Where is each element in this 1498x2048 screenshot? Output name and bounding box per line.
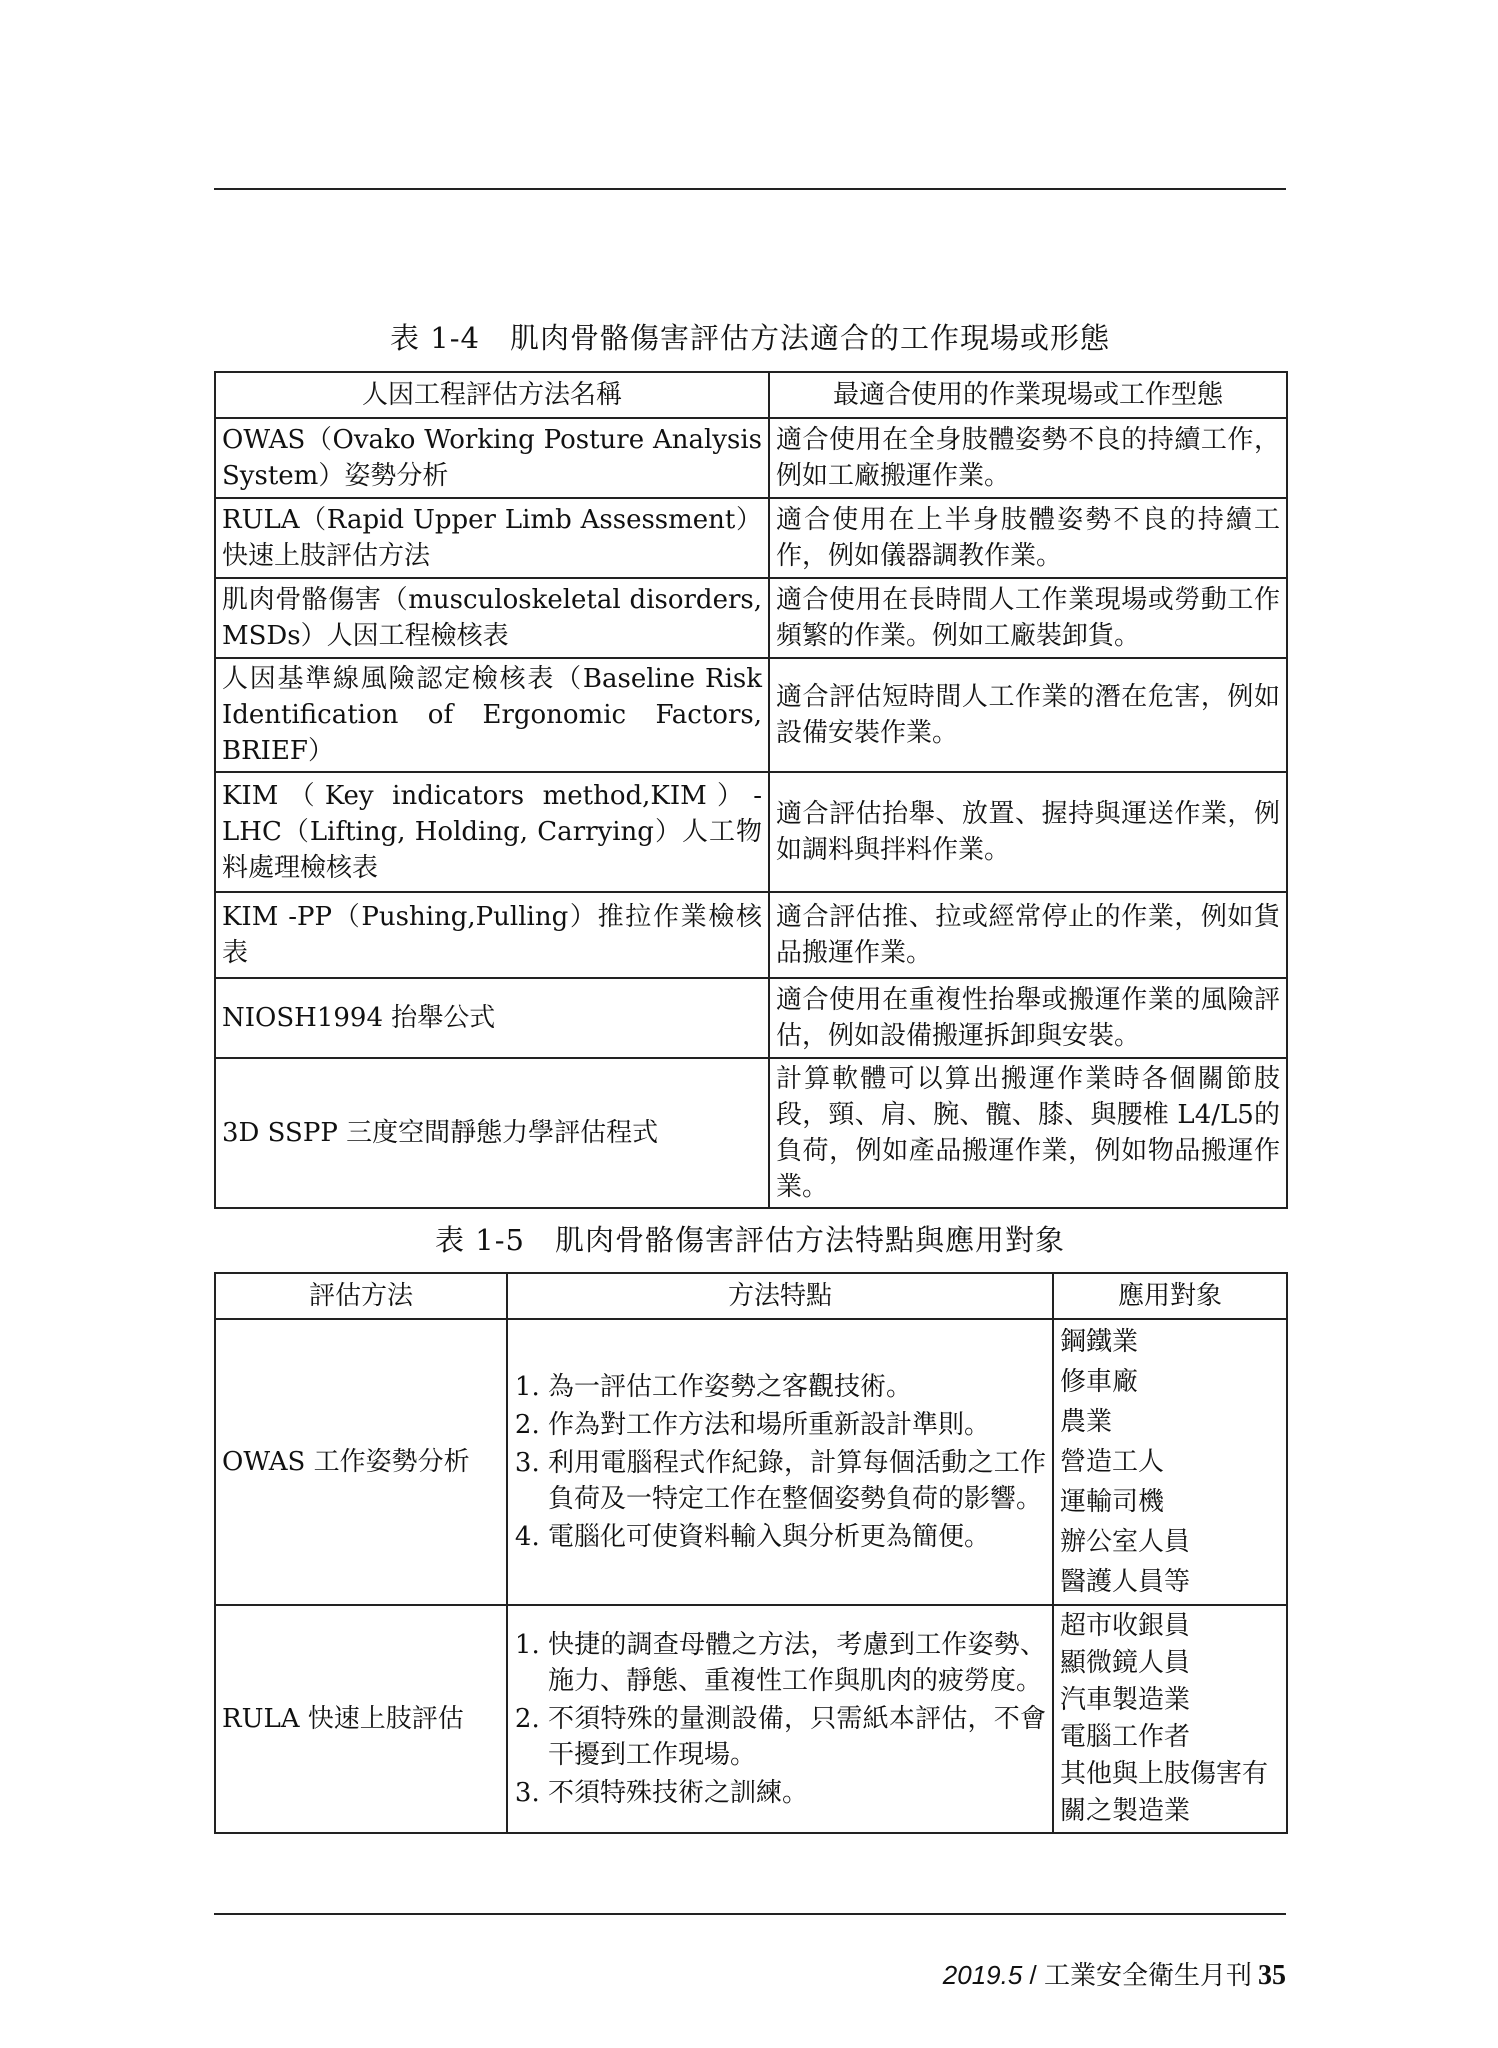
target-item: 汽車製造業: [1060, 1685, 1191, 1715]
method-name-cell: 人因基準線風險認定檢核表（Baseline Risk Identification of Ergonomic Factors, BRIEF）: [215, 658, 769, 772]
table-row: [215, 578, 1287, 658]
table2-header-row: [215, 1273, 1287, 1319]
target-item: 運輸司機: [1060, 1487, 1165, 1517]
method-name-cell: 肌肉骨骼傷害（musculoskeletal disorders, MSDs）人因工程檢核表: [215, 578, 769, 658]
target-item: 超市收銀員: [1060, 1611, 1191, 1641]
table2-caption: 表 1-5 肌肉骨骼傷害評估方法特點與應用對象: [435, 1223, 1065, 1257]
footer-rule: [214, 1913, 1286, 1915]
method-name-cell: KIM -PP（Pushing,Pulling）推拉作業檢核表: [215, 892, 769, 978]
table-row: [215, 892, 1287, 978]
method-name-cell: OWAS（Ovako Working Posture Analysis System）姿勢分析: [215, 418, 769, 498]
table-row: [215, 418, 1287, 498]
workplace-cell: 適合評估推、拉或經常停止的作業，例如貨品搬運作業。: [769, 892, 1287, 978]
table1-header-cell: 最適合使用的作業現場或工作型態: [769, 372, 1287, 418]
table-row: [215, 498, 1287, 578]
targets-cell: [1053, 1319, 1287, 1605]
journal-name: 工業安全衛生月刊: [1043, 1960, 1252, 1990]
method-name-cell: KIM（Key indicators method,KIM）- LHC（Lifting, Holding, Carrying）人工物料處理檢核表: [215, 772, 769, 892]
workplace-cell: 適合使用在上半身肢體姿勢不良的持續工作，例如儀器調教作業。: [769, 498, 1287, 578]
page-number: 35: [1258, 1960, 1286, 1991]
table-row: [215, 658, 1287, 772]
table2-header-cell: 評估方法: [215, 1273, 507, 1319]
features-cell: [507, 1605, 1053, 1833]
table2-header-cell: 應用對象: [1053, 1273, 1287, 1319]
table1-header-cell: 人因工程評估方法名稱: [215, 372, 769, 418]
target-item: 電腦工作者: [1060, 1722, 1191, 1752]
table2-header-cell: 方法特點: [507, 1273, 1053, 1319]
method-cell: OWAS 工作姿勢分析: [215, 1319, 507, 1605]
workplace-cell: 適合使用在全身肢體姿勢不良的持續工作，例如工廠搬運作業。: [769, 418, 1287, 498]
workplace-cell: 適合使用在長時間人工作業現場或勞動工作頻繁的作業。例如工廠裝卸貨。: [769, 578, 1287, 658]
page-footer: [943, 1955, 1286, 1992]
workplace-cell: 適合使用在重複性抬舉或搬運作業的風險評估，例如設備搬運拆卸與安裝。: [769, 978, 1287, 1058]
table-row: [215, 1058, 1287, 1208]
target-item: 農業: [1060, 1407, 1113, 1437]
target-item: 營造工人: [1060, 1447, 1165, 1477]
target-item: 辦公室人員: [1060, 1527, 1191, 1557]
target-item: 鋼鐵業: [1060, 1327, 1139, 1357]
feature-item: 3. 不須特殊技術之訓練。: [548, 1775, 1046, 1811]
targets-cell: [1053, 1605, 1287, 1833]
features-cell: [507, 1319, 1053, 1605]
table-row: [215, 1605, 1287, 1833]
footer-separator: /: [1022, 1960, 1044, 1990]
feature-item: 2. 作為對工作方法和場所重新設計準則。: [548, 1407, 1046, 1443]
feature-item: 2. 不須特殊的量測設備，只需紙本評估，不會干擾到工作現場。: [548, 1701, 1046, 1773]
header-rule: [214, 188, 1286, 190]
feature-item: 1. 為一評估工作姿勢之客觀技術。: [548, 1369, 1046, 1405]
table1: [214, 371, 1288, 1209]
features-list: [514, 1369, 1046, 1555]
table1-header-row: [215, 372, 1287, 418]
table1-caption: 表 1-4 肌肉骨骼傷害評估方法適合的工作現場或形態: [390, 321, 1110, 355]
method-name-cell: NIOSH1994 抬舉公式: [215, 978, 769, 1058]
workplace-cell: 計算軟體可以算出搬運作業時各個關節肢段，頸、肩、腕、髖、膝、與腰椎 L4/L5的負荷，例如產品搬運作業，例如物品搬運作業。: [769, 1058, 1287, 1208]
table-row: [215, 1319, 1287, 1605]
target-item: 其他與上肢傷害有關之製造業: [1060, 1759, 1269, 1826]
feature-item: 4. 電腦化可使資料輸入與分析更為簡便。: [548, 1519, 1046, 1555]
target-item: 醫護人員等: [1060, 1567, 1191, 1597]
method-name-cell: 3D SSPP 三度空間靜態力學評估程式: [215, 1058, 769, 1208]
target-item: 修車廠: [1060, 1367, 1139, 1397]
target-item: 顯微鏡人員: [1060, 1648, 1191, 1678]
table-row: [215, 772, 1287, 892]
workplace-cell: 適合評估抬舉、放置、握持與運送作業，例如調料與拌料作業。: [769, 772, 1287, 892]
method-name-cell: RULA（Rapid Upper Limb Assessment）快速上肢評估方法: [215, 498, 769, 578]
table-row: [215, 978, 1287, 1058]
features-list: [514, 1627, 1046, 1811]
method-cell: RULA 快速上肢評估: [215, 1605, 507, 1833]
workplace-cell: 適合評估短時間人工作業的潛在危害，例如設備安裝作業。: [769, 658, 1287, 772]
feature-item: 3. 利用電腦程式作紀錄，計算每個活動之工作負荷及一特定工作在整個姿勢負荷的影響。: [548, 1445, 1046, 1517]
table2: [214, 1272, 1288, 1834]
issue-date: 2019.5: [942, 1960, 1023, 1990]
feature-item: 1. 快捷的調查母體之方法，考慮到工作姿勢、施力、靜態、重複性工作與肌肉的疲勞度。: [548, 1627, 1046, 1699]
